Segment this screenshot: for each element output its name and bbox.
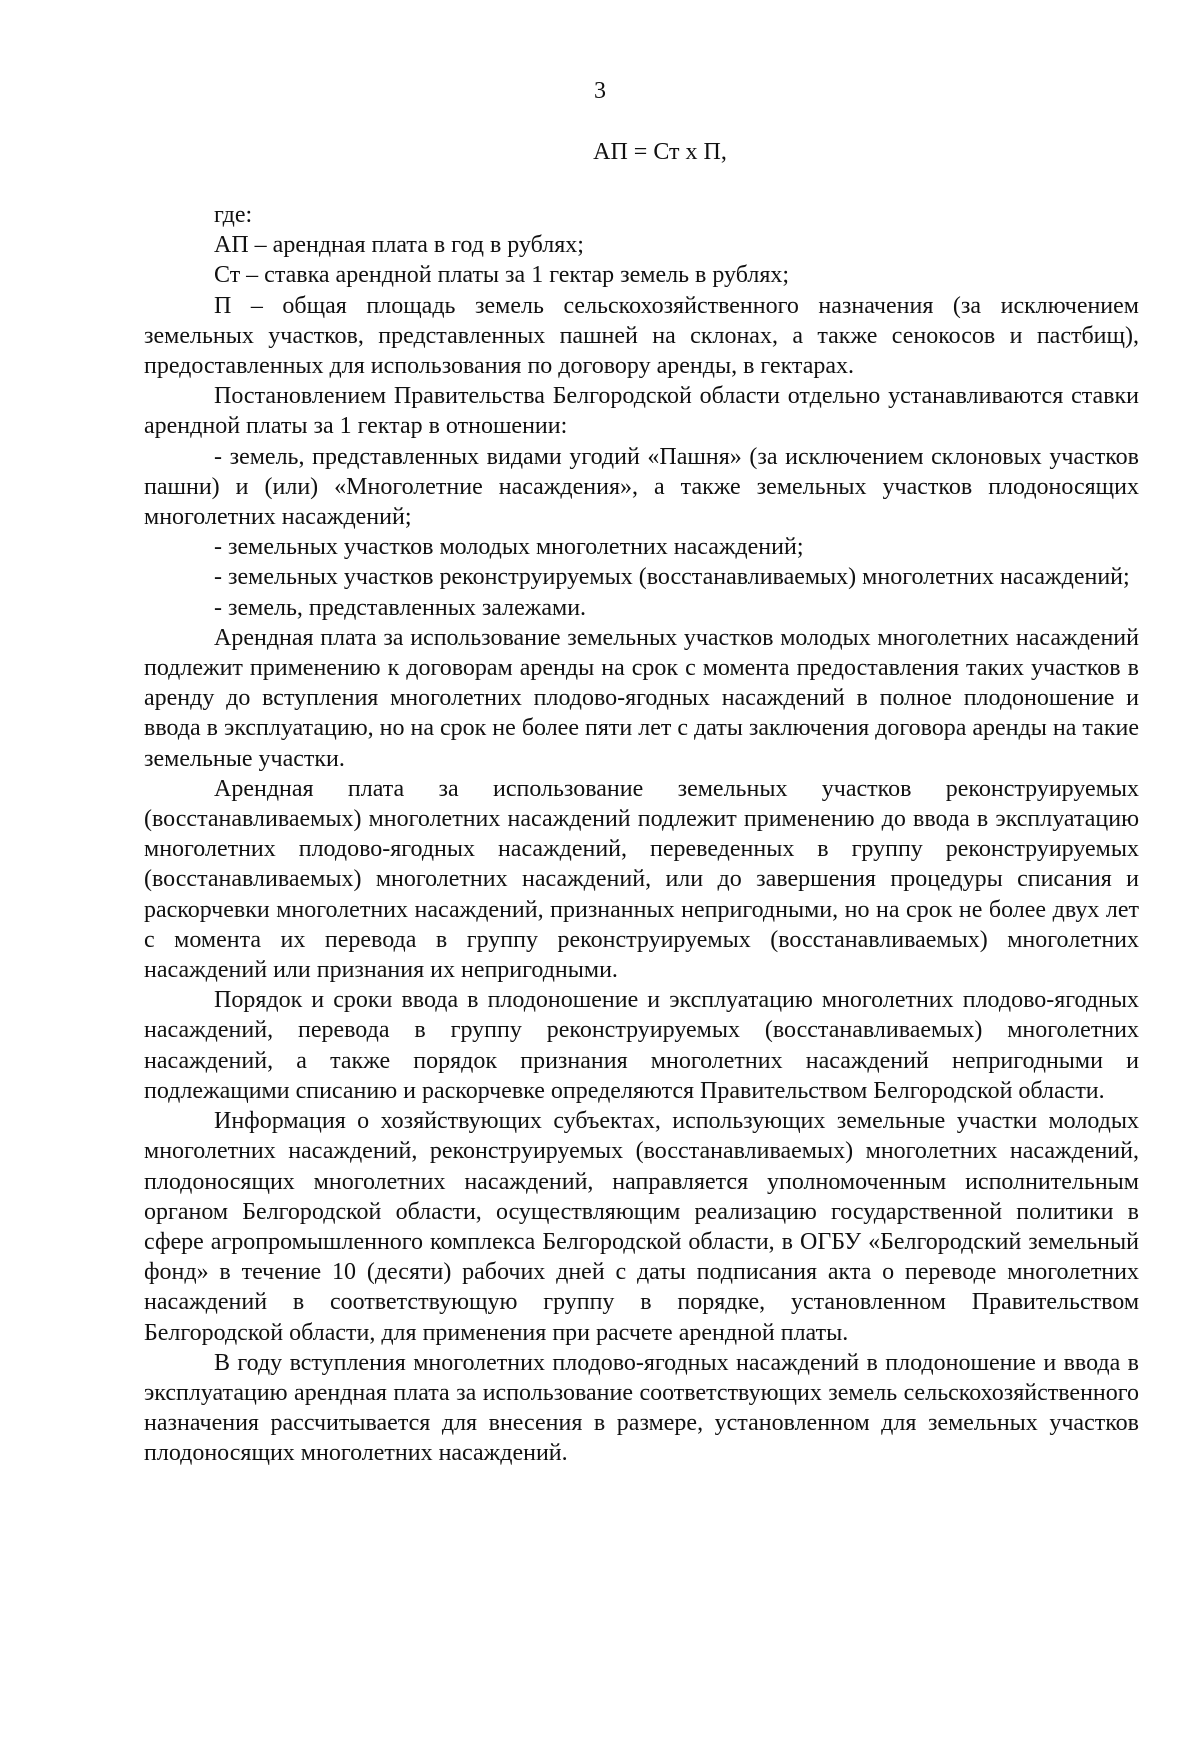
list-item: - земель, представленных видами угодий «Пашня» (за исключением склоновых участков пашни) и (или) «Многолетние насаждения», а также земельных участков плодоносящих многолетних насаждений; xyxy=(144,443,1139,531)
paragraph-procedure: Порядок и сроки ввода в плодоношение и эксплуатацию многолетних плодово-ягодных насаждений, перевода в группу реконструируемых (восстанавливаемых) многолетних насаждений, а также порядок признания многолетних насаждений непригодными и подлежащими списанию и раскорчевке определяются Правительством Белгородской области. xyxy=(144,987,1139,1104)
list-item: - земель, представленных залежами. xyxy=(214,594,587,621)
paragraph-reconstructed-plantings: Арендная плата за использование земельных участков реконструируемых (восстанавливаемых) многолетних насаждений подлежит применению до ввода в эксплуатацию многолетних плодово-ягодных насаждений, переведенных в группу реконструируемых (восстанавливаемых) многолетних насаждений, или до завершения процедуры списания и раскорчевки многолетних насаждений, признанных непригодными, но на срок не более двух лет с момента их перевода в группу реконструируемых (восстанавливаемых) многолетних насаждений или признания их непригодными. xyxy=(144,775,1139,984)
definition-st: Ст – ставка арендной платы за 1 гектар земель в рублях; xyxy=(214,262,790,289)
page-number: 3 xyxy=(594,78,606,104)
definition-p: П – общая площадь земель сельскохозяйственного назначения (за исключением земельных участков, представленных пашней на склонах, а также сенокосов и пастбищ), предоставленных для использования по договору аренды, в гектарах. xyxy=(144,292,1139,380)
paragraph-fruiting-year: В году вступления многолетних плодово-ягодных насаждений в плодоношение и ввода в эксплуатацию арендная плата за использование соответствующих земель сельскохозяйственного назначения рассчитывается для внесения в размере, установленном для земельных участков плодоносящих многолетних насаждений. xyxy=(144,1349,1139,1467)
definition-ap: АП – арендная плата в год в рублях; xyxy=(214,232,584,259)
where-label: где: xyxy=(214,202,253,228)
document-body xyxy=(144,200,1139,1469)
paragraph-young-plantings: Арендная плата за использование земельных участков молодых многолетних насаждений подлежит применению к договорам аренды на срок с момента предоставления таких участков в аренду до вступления многолетних плодово-ягодных насаждений в полное плодоношение и ввода в эксплуатацию, но на срок не более пяти лет с даты заключения договора аренды на такие земельные участки. xyxy=(144,624,1139,772)
formula: АП = Ст х П, xyxy=(593,139,727,165)
intro-paragraph: Постановлением Правительства Белгородской области отдельно устанавливаются ставки арендной платы за 1 гектар в отношении: xyxy=(144,383,1139,440)
list-item: - земельных участков молодых многолетних насаждений; xyxy=(214,534,804,561)
list-item: - земельных участков реконструируемых (восстанавливаемых) многолетних насаждений; xyxy=(214,564,1130,591)
paragraph-information: Информация о хозяйствующих субъектах, использующих земельные участки молодых многолетних насаждений, реконструируемых (восстанавливаемых) многолетних насаждений, плодоносящих многолетних насаждений, направляется уполномоченным исполнительным органом Белгородской области, осуществляющим реализацию государственной политики в сфере агропромышленного комплекса Белгородской области, в ОГБУ «Белгородский земельный фонд» в течение 10 (десяти) рабочих дней с даты подписания акта о переводе многолетних насаждений в соответствующую группу в порядке, установленном Правительством Белгородской области, для применения при расчете арендной платы. xyxy=(144,1108,1139,1346)
